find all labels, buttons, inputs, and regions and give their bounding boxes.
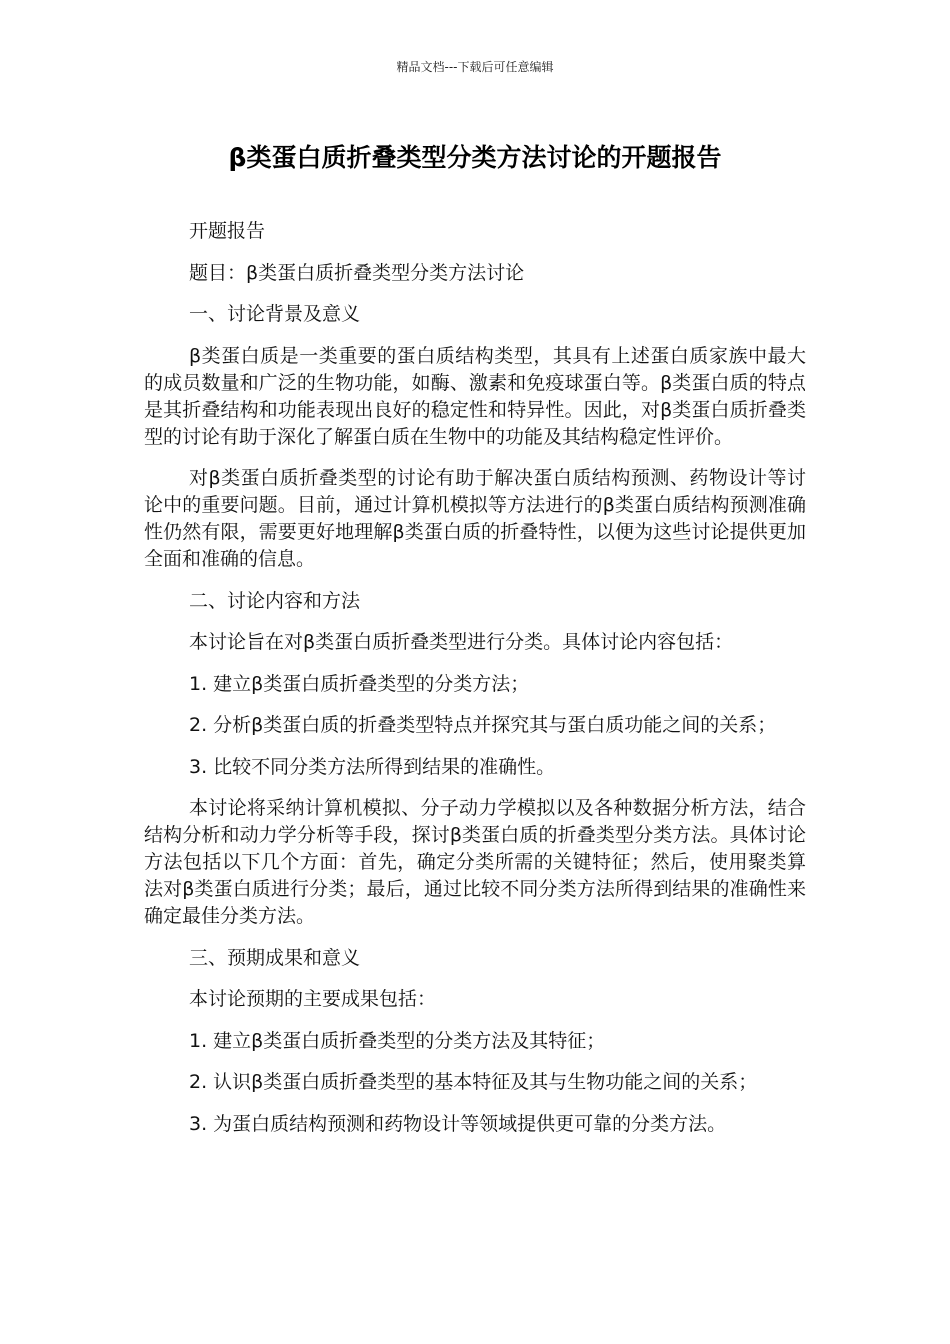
section-heading-1: 一、讨论背景及意义 bbox=[189, 303, 361, 325]
section-heading-2: 二、讨论内容和方法 bbox=[189, 589, 361, 612]
paragraph: 对β类蛋白质折叠类型的讨论有助于解决蛋白质结构预测、药物设计等讨论中的重要问题。目前，通过计算机模拟等方法进行的β类蛋白质结构预测准确性仍然有限，需要更好地理解β类蛋白质的折叠特性，以便为这些讨论提供更加全面和准确的信息。 bbox=[144, 467, 806, 570]
paragraph: 本讨论将采纳计算机模拟、分子动力学模拟以及各种数据分析方法，结合结构分析和动力学分析等手段，探讨β类蛋白质的折叠类型分类方法。具体讨论方法包括以下几个方面：首先，确定分类所需的关键特征；然后，使用聚类算法对β类蛋白质进行分类；最后，通过比较不同分类方法所得到结果的准确性来确定最佳分类方法。 bbox=[144, 797, 806, 927]
page-header: 精品文档---下载后可任意编辑 bbox=[396, 60, 554, 74]
list-item: 3. 比较不同分类方法所得到结果的准确性。 bbox=[189, 755, 556, 778]
paragraph: β类蛋白质是一类重要的蛋白质结构类型，其具有上述蛋白质家族中最大的成员数量和广泛的生物功能，如酶、激素和免疫球蛋白等。β类蛋白质的特点是其折叠结构和功能表现出良好的稳定性和特异性。因此，对β类蛋白质折叠类型的讨论有助于深化了解蛋白质在生物中的功能及其结构稳定性评价。 bbox=[144, 344, 806, 448]
list-item: 1. 建立β类蛋白质折叠类型的分类方法； bbox=[189, 672, 530, 695]
section-heading-3: 三、预期成果和意义 bbox=[189, 946, 361, 969]
list-item: 2. 认识β类蛋白质折叠类型的基本特征及其与生物功能之间的关系； bbox=[189, 1071, 758, 1093]
list-item: 2. 分析β类蛋白质的折叠类型特点并探究其与蛋白质功能之间的关系； bbox=[189, 714, 777, 736]
paragraph: 本讨论预期的主要成果包括： bbox=[189, 988, 437, 1010]
list-item: 3. 为蛋白质结构预测和药物设计等领域提供更可靠的分类方法。 bbox=[189, 1112, 727, 1135]
paragraph-report-label: 开题报告 bbox=[189, 220, 266, 242]
paragraph-topic: 题目：β类蛋白质折叠类型分类方法讨论 bbox=[189, 261, 525, 284]
list-item: 1. 建立β类蛋白质折叠类型的分类方法及其特征； bbox=[189, 1029, 606, 1052]
document-title: β类蛋白质折叠类型分类方法讨论的开题报告 bbox=[228, 143, 722, 172]
paragraph: 本讨论旨在对β类蛋白质折叠类型进行分类。具体讨论内容包括： bbox=[189, 631, 734, 653]
document-body bbox=[144, 218, 806, 1152]
